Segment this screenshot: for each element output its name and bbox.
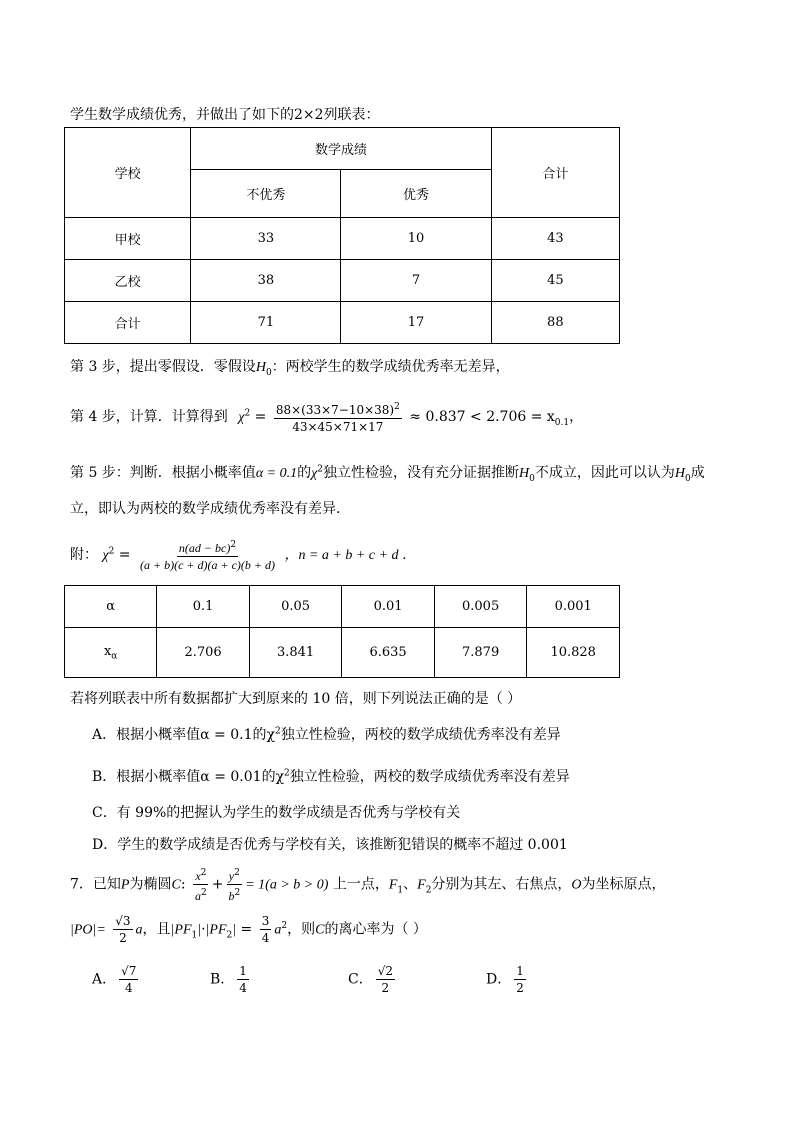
col-not-excellent: 不优秀	[191, 170, 341, 218]
alpha-label: α	[65, 586, 157, 628]
cell-value: 71	[191, 302, 341, 344]
cell-value: 45	[491, 260, 619, 302]
cell-value: 10	[341, 218, 491, 260]
cell-value: 7.879	[434, 628, 527, 678]
cell-value: 7	[341, 260, 491, 302]
row-label: 合计	[65, 302, 191, 344]
cell-value: 3.841	[249, 628, 342, 678]
appendix-formula: 附： $\chi^2$ = $\frac{n(ad - bc)^2}{(a + b)(c + d)(a + c)(b + d)}$ ，n = a + b + c + d ．	[70, 540, 416, 572]
option-a[interactable]: A．根据小概率值α = 0.1的$\chi^2$独立性检验，两校的数学成绩优秀率没有差异	[92, 726, 561, 743]
appendix-fraction: $\frac{n(ad - bc)^2}{(a + b)(c + d)(a + c)(b + d)}$	[140, 540, 276, 572]
table-row	[65, 628, 620, 678]
question-text: 若将列联表中所有数据都扩大到原来的 10 倍，则下列说法正确的是（ ）	[70, 691, 522, 707]
cell-value: 43	[491, 218, 619, 260]
step4-text: 第 4 步，计算．计算得到 $\chi^2$ = $\frac{88\times(33\times 7-10\times 38)^2}{43\times 45\times 71\times 17}$ ≈ $0.837 < 2.706 = x_{0.1}$，	[70, 402, 584, 434]
school-header: 学校	[65, 128, 191, 218]
q7-line1: 7．已知P为椭圆C: $\frac{x^2}{a^2}$ + $\frac{y^2}{b^2}$ = 1(a > b > 0) 上一点，$F_1$、$F_2$分别为其左、右焦点，O为坐标原点，	[70, 868, 666, 903]
cell-value: 0.05	[249, 586, 342, 628]
cell-value: 0.001	[527, 586, 620, 628]
option-b[interactable]: B．根据小概率值α = 0.01的$\chi^2$独立性检验，两校的数学成绩优秀率没有差异	[92, 768, 570, 785]
table-row	[65, 218, 620, 260]
cell-value: 0.1	[157, 586, 250, 628]
cell-value: 0.005	[434, 586, 527, 628]
step5-line2: 立，即认为两校的数学成绩优秀率没有差异．	[70, 501, 350, 517]
option-c[interactable]: C．有 99%的把握认为学生的数学成绩是否优秀与学校有关	[92, 805, 461, 821]
col-excellent: 优秀	[341, 170, 491, 218]
table-row	[65, 586, 620, 628]
step4-fraction: $\frac{88\times(33\times 7-10\times 38)^2}{43\times 45\times 71\times 17}$	[275, 402, 400, 434]
intro-text: 学生数学成绩优秀，并做出了如下的2×2列联表：	[70, 107, 380, 123]
contingency-table	[64, 127, 620, 344]
row-label: 甲校	[65, 218, 191, 260]
cell-value: 88	[491, 302, 619, 344]
table-row	[65, 260, 620, 302]
cell-value: 17	[341, 302, 491, 344]
step5-line1: 第 5 步：判断．根据小概率值α = 0.1的$\chi^2$独立性检验，没有充分证据推断$H_0$不成立，因此可以认为$H_0$成	[70, 464, 705, 484]
q7-choice-a[interactable]: A． $\frac{√7}{4}$	[92, 964, 137, 995]
cell-value: 38	[191, 260, 341, 302]
x-alpha-label: $x_\alpha$	[65, 628, 157, 678]
total-header: 合计	[491, 128, 619, 218]
subject-header: 数学成绩	[191, 128, 491, 170]
probability-table	[64, 585, 620, 678]
q7-choice-b[interactable]: B． $\frac{1}{4}$	[210, 964, 247, 995]
cell-value: 2.706	[157, 628, 250, 678]
table-row	[65, 302, 620, 344]
row-label: 乙校	[65, 260, 191, 302]
option-d[interactable]: D．学生的数学成绩是否优秀与学校有关，该推断犯错误的概率不超过 0.001	[92, 837, 568, 853]
step3-text: 第 3 步，提出零假设．零假设$H_0$：两校学生的数学成绩优秀率无差异，	[70, 359, 510, 378]
q7-choice-c[interactable]: C． $\frac{√2}{2}$	[348, 964, 393, 995]
q7-choice-d[interactable]: D． $\frac{1}{2}$	[486, 964, 524, 995]
cell-value: 10.828	[527, 628, 620, 678]
cell-value: 33	[191, 218, 341, 260]
cell-value: 6.635	[342, 628, 435, 678]
cell-value: 0.01	[342, 586, 435, 628]
q7-line2: |PO|= $\frac{√3}{2}$ a，且$|PF_1|\cdot|PF_2|$ = $\frac{3}{4}$ $a^2$，则C的离心率为（ ）	[70, 914, 427, 945]
